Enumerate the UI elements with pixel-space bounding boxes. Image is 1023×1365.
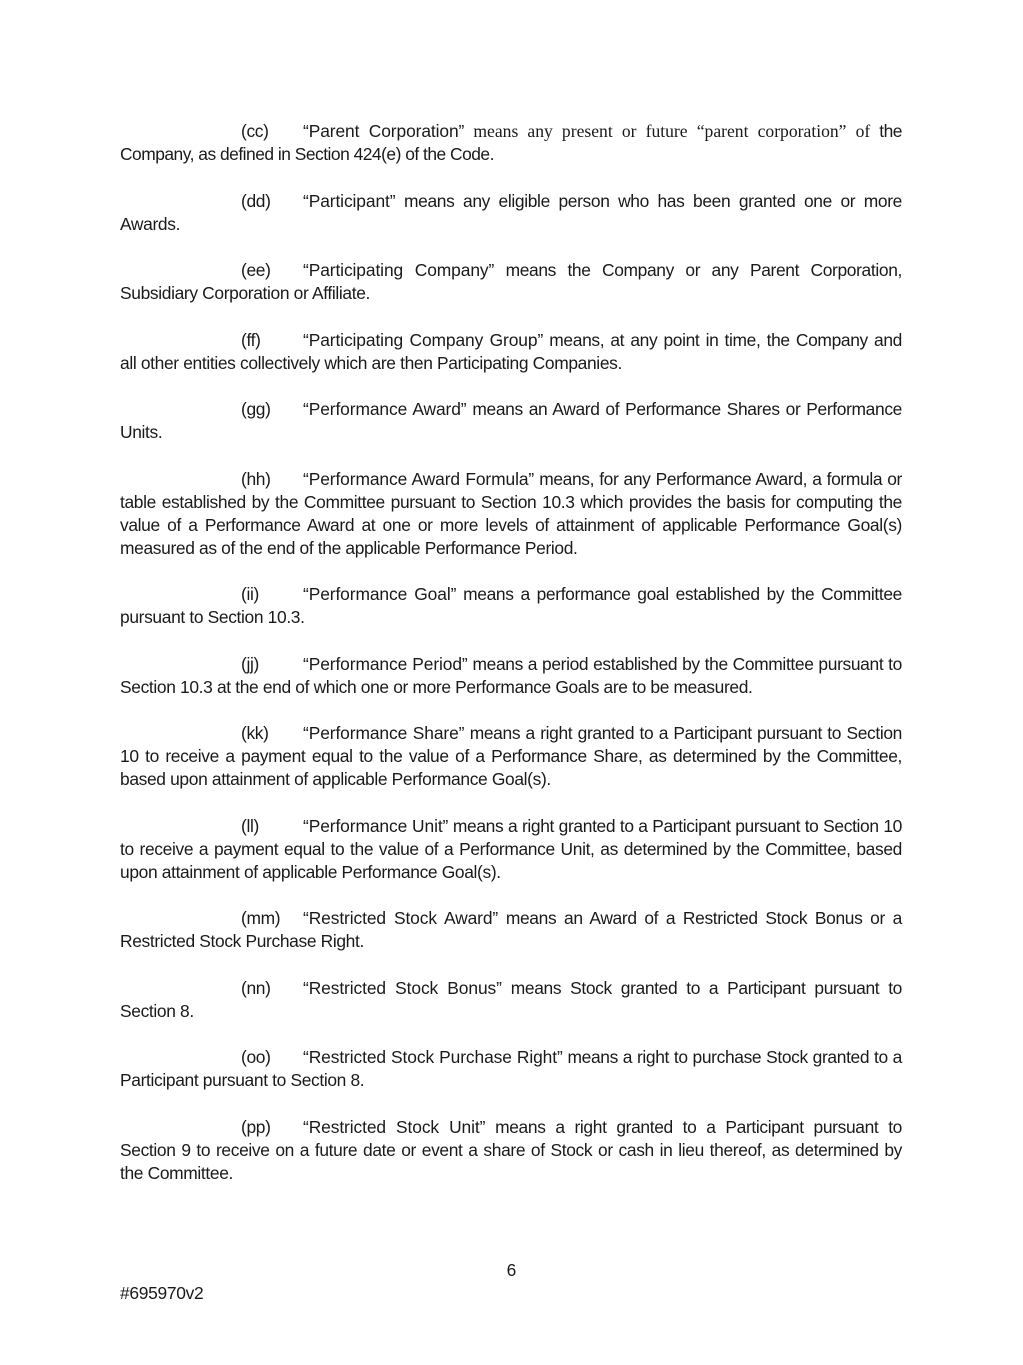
definition-label: (hh) [241, 468, 271, 489]
definition-participating-company [120, 259, 902, 305]
definition-term: “Performance Unit” [303, 815, 449, 836]
definition-parent-corporation [120, 120, 902, 166]
definition-label: (mm) [241, 908, 281, 928]
definition-restricted-stock-bonus [120, 977, 902, 1023]
definition-text: means any eligible person who has been granted one or more Awards. [120, 190, 902, 234]
definition-participating-company-group [120, 329, 902, 375]
definition-restricted-stock-award [120, 907, 902, 953]
definition-text: means any present or future “parent corporation” of [464, 121, 871, 141]
definition-label: (ff) [241, 329, 261, 350]
definition-text: means, at any point in time, the Company and all other entities collectively which are then Participating Companies. [120, 329, 902, 373]
definition-text: means an Award of Performance Shares or Performance Units. [120, 399, 902, 442]
definition-restricted-stock-unit [120, 1116, 902, 1185]
definition-label: (pp) [241, 1116, 271, 1137]
definition-label: (jj) [241, 653, 259, 674]
definition-term: “Restricted Stock Purchase Right” [303, 1047, 563, 1067]
definition-text: means a right granted to a Participant pursuant to Section 10 to receive a payment equal to the value of a Performance Unit, as determined by the Committee, based upon attainment of applicable Performance Goal(s). [120, 815, 902, 882]
definition-text: means Stock granted to a Participant pursuant to Section 8. [120, 977, 902, 1021]
definition-label: (ii) [241, 584, 259, 604]
definition-text: means a performance goal established by the Committee pursuant to Section 10.3. [120, 584, 902, 627]
definition-text: means a period established by the Committee pursuant to Section 10.3 at the end of which one or more Performance Goals are to be measured. [120, 653, 902, 697]
definition-label: (ll) [241, 815, 259, 836]
definition-term: “Performance Period” [303, 653, 468, 674]
definition-label: (dd) [241, 190, 271, 211]
definition-text: means, for any Performance Award, a formula or table established by the Committee pursuant to Section 10.3 which provides the basis for computing the value of a Performance Award at one or more levels of attainment of applicable Performance Goal(s) measured as of the end of the applicable Performance Period. [120, 468, 902, 558]
definition-term: “Participating Company Group” [303, 329, 544, 350]
definition-text-continuation: the Company, as defined in Section 424(e) of the Code. [120, 121, 902, 164]
definition-performance-award-formula [120, 468, 902, 560]
page-number: 6 [506, 1260, 517, 1280]
definition-performance-goal [120, 583, 902, 629]
definition-term: “Performance Goal” [303, 584, 457, 604]
definition-term: “Parent Corporation” [303, 121, 465, 141]
definition-label: (kk) [241, 723, 269, 743]
definition-text: means a right granted to a Participant pursuant to Section 10 to receive a payment equal to the value of a Performance Share, as determined by the Committee, based upon attainment of applicable Performance Goal(s). [120, 723, 902, 789]
definition-text: means a right to purchase Stock granted to a Participant pursuant to Section 8. [120, 1047, 902, 1090]
definition-term: “Performance Award Formula” [303, 468, 535, 489]
definition-term: “Restricted Stock Bonus” [303, 977, 502, 998]
definition-term: “Performance Share” [303, 723, 465, 743]
definition-performance-share [120, 722, 902, 791]
definitions-list [120, 120, 902, 1208]
definition-text: means a right granted to a Participant pursuant to Section 9 to receive on a future date or event a share of Stock or cash in lieu thereof, as determined by the Committee. [120, 1116, 902, 1183]
definition-term: “Performance Award” [303, 399, 467, 419]
definition-label: (gg) [241, 399, 271, 419]
definition-term: “Participating Company” [303, 260, 495, 280]
definition-performance-period [120, 653, 902, 699]
definition-term: “Restricted Stock Award” [303, 908, 499, 928]
definition-text: means the Company or any Parent Corporation, Subsidiary Corporation or Affiliate. [120, 260, 902, 303]
definition-restricted-stock-purchase-right [120, 1046, 902, 1092]
definition-term: “Participant” [303, 190, 396, 211]
definition-performance-unit [120, 815, 902, 884]
definition-performance-award [120, 398, 902, 444]
definition-label: (ee) [241, 260, 271, 280]
definition-label: (cc) [241, 121, 269, 141]
definition-participant [120, 190, 902, 236]
definition-label: (nn) [241, 977, 271, 998]
definition-text: means an Award of a Restricted Stock Bonus or a Restricted Stock Purchase Right. [120, 908, 902, 951]
definition-label: (oo) [241, 1047, 271, 1067]
definition-term: “Restricted Stock Unit” [303, 1116, 486, 1137]
document-id: #695970v2 [120, 1283, 204, 1303]
